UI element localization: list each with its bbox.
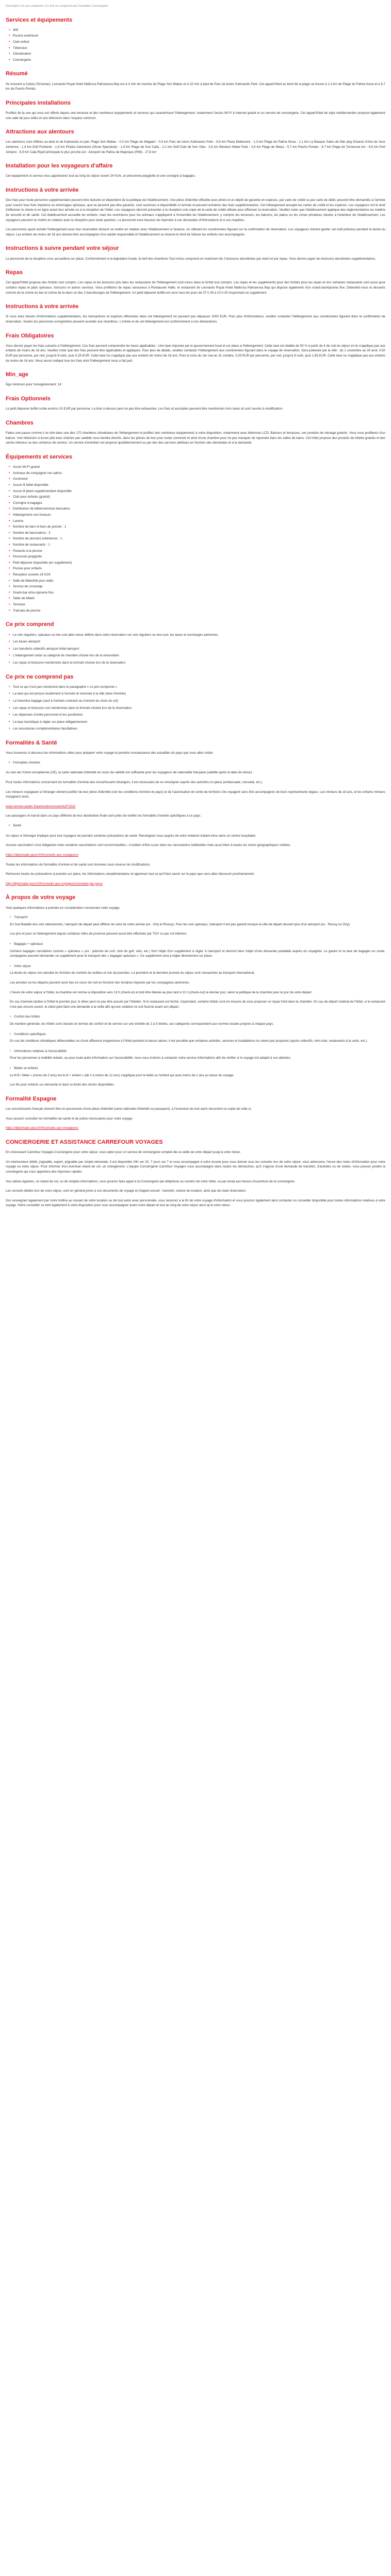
ne-comprend-pas-item: • La franchise bagage (sauf à mention contraire au moment du choix du vol): [13, 699, 385, 704]
formalite-espagne-link[interactable]: https://diplomatie.gouv.fr/fr/conseils-aux-voyageurs/: [6, 1126, 78, 1130]
attractions-section: [6, 129, 385, 155]
transport-p3: Les prix et pour un hébergement depuis certaines villes de province peuvent aussi être effectués par TGV ou par vol intérieur.: [10, 932, 187, 936]
comprend-item: • L'hébergement selon la catégorie de chambre choisie lors de la réservation: [13, 653, 385, 658]
chambres-text: Faites une pause comme il se doit dans une des 170 chambres climatisées de l'hébergement et profitez des nombreux équipements à votre disposition, notamment avec télévision LCD. Balcons et terrasses, vos produits de ménage gratuits. Vous vous profiterez d'un balcon. Une télévision à écran plat avec chaînes par satellite vous tiendra divertis, dans les pièces de leur pour rester connecté et ainsi d'une chambre pour ne pas manquer de répondre dans les salles de bains. Cet hôtel propose des produits de toilette gratuits et des sèche-cheveux ou des contenus de service. Un service d'entretien est proposé quotidiennement ou par des des services attribués en fonction des demandes et à la demande.: [6, 431, 385, 445]
instructions-arrivee-title: Instructions à votre arrivée: [6, 187, 79, 193]
ce-prix-comprend-section: [6, 621, 385, 665]
repas-text: Cet appart'hôtel propose des forfaits tout compris. Les repas et les boissons pris dans les restaurants de l'hébergement sont inclus dans le forfait tout compris. Les repas et les suppléments pour des forfaits pour les repas et lors certaines restaurants sont aussi pour certains repas et plats spéciaux, boissons et autres services. Vous profiterez de repas savoureux à Restaurant Halle, le restaurant de Leonardo Royal Hotel Mallorca Palmanova Bay qui dispose également d'un snack-bar/épicerie fine. Détendez-vous et desserts comme de la crème du bar et crème de la dans un des 2 bars/lounges de l'hébergement. Un petit déjeuner buffet est servi tous les jours de 07 h 30 à 10 h 30 moyennant un supplément.: [6, 281, 385, 295]
formalites-sante-section: [6, 740, 385, 886]
comprend-item: • Les transferts collectifs aéroport-hôtel-aéroport: [13, 647, 385, 652]
ne-comprend-pas-item: • Les repas et boissons non mentionnés dans la formule choisie lors de la réservation: [13, 706, 385, 711]
equipement-item: • Transats de piscine: [13, 608, 385, 614]
sejour-p5: La durée du séjour est calculée en fonction du nombre de nuitées et non de journées. La première et la dernière journée du séjour sont consacrées au transport international.: [10, 971, 255, 975]
equipement-item: • Hébergement non-fumeurs: [13, 513, 385, 518]
equipement-item: • Nombre de bars et bars de piscine : 1: [13, 524, 385, 530]
sejour-block: [10, 964, 385, 1010]
equipement-item: • Club pour enfants (gratuit): [13, 495, 385, 500]
comprend-item: • Le vols réguliers, spéciaux ou low cost aller-retour définis dans votre réservation sur vols réguliers ou low-cost, les taxes et surcharges aériennes.: [13, 633, 385, 638]
service-item: • Wifi: [13, 28, 385, 33]
chambres-section: [6, 420, 385, 446]
resume-title: Résumé: [6, 71, 28, 77]
equipement-item: • Parasols à la piscine: [13, 549, 385, 554]
conciergerie-p4: Les conseils dédiés lors de votre séjour, sont en général joints à vos documents de voyage et d'appel-conseil : transfert, voiture de location, ainsi que de toute réservation.: [6, 1189, 247, 1193]
equipement-item: • Réception ouverte 24 h/24: [13, 572, 385, 578]
bagages-heading: • Bagages + spéciaux: [10, 942, 385, 947]
ce-prix-ne-comprend-pas-list: [6, 685, 385, 732]
equipement-item: • Nombre de piscines extérieures : 1: [13, 536, 385, 541]
instructions-speciales-title: Instructions à votre arrivée: [6, 303, 79, 310]
transport-p2: En Sud Bataille des vols sélectionnés, l'aéroport de départ peut différer de celui de votre arrivée (ex : Orly et Roissy). Pour les vols spéciaux, l'aéroport n'est pas garanti lorsque la ville de départ dessert plus d'un aéroport (ex : Roissy ou Orly).: [10, 922, 351, 926]
description-line: Description Ce prix comprend / Ce prix ne comprend pas Formalités Conciergerie: [6, 5, 108, 8]
min-age-section: [6, 371, 385, 387]
diplomatie-pays-link[interactable]: http://diplomatie.gouv.fr/fr/conseils-aux-voyageurs/conseils-par-pays/: [6, 882, 103, 886]
equipement-item: • Ascenseur: [13, 477, 385, 482]
principales-text: Profitez de la vue qui vous est offerte depuis une terrasse et des nombreux équipements et services qui caractérisent l'hébergement, notamment l'accès Wi-Fi à Internet gratuit et un service de conciergerie. Cet appart'hôtel de style méditerranéen propose également une salle de jeux vidéo et une télévision dans l'espace commun.: [6, 111, 385, 120]
attractions-text: Les alentours sont infiltrés au-delà et de Katmandu et parc Plage Son Matias - 0,2 km Plage de Magaluf - 0,4 km Parc de loisirs Katmandu Park - 0,8 km Plaza Mattessini - 1,3 km Plage de Palma Nova - 1,1 km La Bauque Sales de Mar play Estació d'Aire de Jeux Aérienne - 1,4 km Golf Poniente - 1,8 km Pirates Adventure (Show Spectacle) - 1,9 km Plage de Son Caliu - 2,1 km Golf Club de Son Vida - 2,6 km Western Water Park - 2,6 km Plage de Illetas - 5,7 km Puerto Portals - 6,7 km Plage de Torrenova km - 6,9 km Port Adriano - 6,9 km Cala Ripoll principale le plus proche est : Aéroport de Palma de Majorque (PMI) - 27,8 km: [6, 140, 385, 154]
ce-prix-comprend-title: Ce prix comprend: [6, 621, 54, 628]
instructions-speciales-section: [6, 303, 385, 324]
equipement-item: • Distributeur de billets/services bancaires: [13, 506, 385, 512]
conditions-heading: • Conditions spécifiques: [10, 1032, 385, 1037]
a-propos-p1: Voici quelques informations à prendre en considération concernant votre voyage.: [6, 906, 120, 910]
equipement-item: • Nombre de bars/salons : 3: [13, 531, 385, 536]
sejour-heading: • Votre séjour: [10, 964, 385, 969]
equipement-item: • Piscine pour enfants: [13, 566, 385, 571]
ce-prix-ne-comprend-pas-section: [6, 674, 385, 732]
formalites-sante-p6: Les passagers et transit dans un pays différent de leur destination finale sont priés de vérifier les formalités d'entrée spécifiques à ce pays.: [6, 814, 202, 818]
service-item: • Conciergerie: [13, 58, 385, 63]
equipement-item: • Accès Wi-Fi gratuit: [13, 465, 385, 470]
conciergerie-section: [6, 1139, 385, 1208]
conciergerie-p5: Vos renseignez également par notre hotline au suivant de votre location ou de tout autre avec personnelle, vous recevrez à la fin de votre voyage d'information et vous pourrez également ainsi contacter un conseiller disponible pour toutes informations relatives à votre voyage. Notre conseiller se tient également à votre disposition pour vous accompagner avant votre départ et tout au long de votre séjour ainsi qu'à votre retour.: [6, 1198, 385, 1208]
equipement-item: • Animaux de compagnie non admis: [13, 471, 385, 476]
accessibilite-heading: • Informations relatives à l'accessibilité: [10, 1049, 385, 1054]
bagages-block: [10, 942, 385, 959]
transport-block: [10, 915, 385, 937]
formalites-sante-p4: Les mineurs voyageant à l'étranger doivent justifier de leur pièce d'identité (voir les conditions d'entrée du pays) et de l'autorisation de sortie de territoire s'ils voyagent sans être accompagnés de leurs représentants légaux. Les mineurs de 18 ans, et les enfants mineurs voyageant seuls.: [6, 790, 385, 799]
equipements-title: Équipements et services: [6, 453, 73, 460]
a-propos-title: À propos de votre voyage: [6, 894, 76, 901]
diplomatie-link[interactable]: https://diplomatie.gouv.fr/fr/conseils-aux-voyageurs/: [6, 853, 78, 857]
service-item: • Piscine extérieure: [13, 33, 385, 39]
resume-text: Se trouvant à Calvià (Terramar), Leonardo Royal Hotel Mallorca Palmanova Bay est à 3 min de marche de Plage Son Matias et à 15 min à pied de Parc de loisirs Katmandu Park. Cet appart'hôtel au bord de la plage se trouve à 1,3 km de Plage de Palma Nova et à 6,7 km de Puerto Portals.: [6, 82, 385, 91]
principales-section: [6, 100, 385, 121]
formalites-sante-p8: Aucune vaccination n'est obligatoire mais certaines vaccinations sont recommandées ; n'oubliez d'être à jour dans les vaccinations habituelles mais aussi liées à toutes les zones géographiques visitées.: [6, 843, 291, 848]
formalites-sante-p1: Vous trouverez ci-dessous les informations utiles pour préparer votre voyage et prendre connaissance des actualités du pays que vous allez visiter.: [6, 751, 214, 755]
service-item: • Climatisation: [13, 52, 385, 57]
a-propos-section: [6, 894, 385, 1088]
bebes-p13: Les lits pour enfants sur demande et dans la limite des stocks disponibles.: [10, 1083, 115, 1087]
installation-title: Installation pour les voyageurs d'affaire: [6, 163, 113, 170]
formalite-espagne-section: [6, 1096, 385, 1131]
formalites-sante-title: Formalités & Santé: [6, 740, 57, 746]
conciergerie-p3: Vos valises égarées, un retard de vol, ou de simples informations, vous pourrez faire appel à la Conciergerie par téléphone au numéro de votre hôtel, ou par email aux heures d'ouverture de la conciergerie.: [6, 1179, 296, 1183]
frais-obligatoires-section: [6, 333, 385, 364]
services-section: [6, 17, 385, 63]
services-list: [6, 28, 385, 63]
instructions-suivre-section: [6, 245, 385, 261]
ne-comprend-pas-item: • Tout ce qui n'est pas mentionné dans le paragraphe « Le prix comprend »: [13, 685, 385, 690]
chambres-title: Chambres: [6, 419, 34, 426]
equipement-item: • Consigne à bagages: [13, 501, 385, 506]
formalite-espagne-title: Formalité Espagne: [6, 1095, 57, 1102]
confort-block: [10, 1014, 385, 1026]
conditions-block: [10, 1032, 385, 1044]
a-propos-list: [6, 915, 385, 1088]
service-item: • Club enfant: [13, 40, 385, 45]
sejour-p8: En cas d'arrivée tardive à l'hôtel le premier jour, le dîner peut ne pas être assuré par l'hôtelier. Si le restaurant est fermé. Cependant, certains hôtels sont en mesure de vous proposer un repas froid dans la chambre. En cas de départ matinal de l'hôtel, si le restaurant n'est pas encore ouvert, le client peut faire une demande à la veille afin qu'une collation lui soit fournie avant son départ.: [10, 1000, 385, 1009]
repas-section: [6, 269, 385, 295]
ce-prix-ne-comprend-pas-title: Ce prix ne comprend pas: [6, 673, 74, 680]
ne-comprend-pas-item: • La taxe qui est perçue localement à l'arrivée et reversée à la ville (taxe d'entrée): [13, 691, 385, 697]
conciergerie-title: CONCIERGERIE ET ASSISTANCE CARREFOUR VOYAGES: [6, 1139, 163, 1145]
formalites-sante-p3: Pour toutes informations concernant les formalités d'entrée des ressortissants étrangers, il est nécessaire de se renseigner auprès des autorités en place (ambassade, consulat, etc.).: [6, 781, 263, 785]
transport-heading: • Transport: [10, 915, 385, 920]
instructions-arrivee-p2: Les personnes ayant acheté l'hébergement avec leur réservation doivent se mettre en relation avec l'établissement à l'avance, en utilisant les coordonnées figurant sur la confirmation de réservation. Les voyageurs doivent garder cet outil précieux pendant la durée du séjour. Les enfants de moins de 16 ans doivent être accompagnés d'un adulte responsable et l'établissement se réserve le droit de refuser les enfants non accompagnés.: [6, 228, 385, 236]
instructions-suivre-title: Instructions à suivre pendant votre séjour: [6, 245, 119, 252]
formalites-sante-p10: Toutes les informations de formalités d'entrée et de santé sont données sous réserve de modifications.: [6, 862, 151, 867]
equipement-item: • Table de billard: [13, 596, 385, 601]
equipement-item: • Terrasse: [13, 602, 385, 607]
equipement-item: • Aucun lit pliant supplémentaire disponible: [13, 489, 385, 494]
bebes-p12: Le lit B / bébé » (moins de 2 ans) est le lit + enfant » (de 2 à moins de 12 ans) s'applique pour le bébé ou l'enfant qui aura moins de 2 ans au retour du voyage.: [10, 1073, 234, 1077]
frais-obligatoires-text: Vous devrez payer les frais suivants à l'hébergement. Ces frais peuvent comprendre les taxes applicables : Une taxe imposée par le gouvernement local et sur place à l'hébergement. Cette taxe est établie de 50 % à partir de 4 de nuit du séjour et ne s'applique pas aux enfants de moins de 16 ans. Veuillez noter que des frais peuvent être applicables et appliqués. Pour plus de détails, veuillez contacter l'hébergement aux coordonnées figurant dans le voyage de réservation. Sera prélevée par la ville : du 1 novembre au 30 avril, 0,50 EUR par personne, par nuit, jusqu'à 9 nuits, puis 0,25 EUR. Cette taxe ne s'applique pas aux enfants de moins de 16 ans. Pour le mois du 1er mai au 31 octobre, 3,00 EUR par personne, par nuit, jusqu'à 9 nuits, puis 1,65 EUR. Cette taxe ne s'applique pas aux enfants de moins de 16 ans. Nous avons indiqué tous les frais dont l'hébergement nous a fait part.: [6, 344, 385, 363]
equipement-item: • Petit déjeuner disponible (en supplément): [13, 561, 385, 566]
service-public-link[interactable]: www.service-public.fr/particuliers/vosdroits/F1922: [6, 804, 76, 808]
formalites-sante-p11: Retrouvez toutes les précautions à prendre sur place, les informations complémentaires et apprenez tout ce qu'il faut savoir sur le pays que vous allez découvrir prochainement.: [6, 872, 255, 876]
conciergerie-p1: En choisissant Carrefour Voyages Conciergerie pour votre séjour, vous optez pour un service de conciergerie complet dès la veille de votre départ jusqu'à votre retour.: [6, 1150, 241, 1155]
min-age-title: Min_age: [6, 371, 29, 378]
conditions-p10: En cas de conditions climatiques défavorables ou d'une affluence inopportune à l'hôtel pendant la basse saison, il est possible que certaines activités, services et installations ne soient pas proposés (sports collectifs, mini-club, restaurants à la carte, etc.).: [10, 1039, 368, 1043]
frais-optionnels-text: Le petit déjeuner buffet coûte environ 15 EUR par personne. La liste ci-dessus peut ne pas être exhaustive. Les frais et acomptes peuvent être mentionnés hors taxes et sont soumis à modification.: [6, 407, 283, 411]
installation-text: Cet équipement et service vous apprécierez tout au long du séjour ouvert 24 h/24, un personnel polyglotte et une consigne à bagages.: [6, 174, 196, 178]
instructions-arrivee-section: [6, 187, 385, 237]
frais-optionnels-title: Frais Optionnels: [6, 396, 51, 402]
equipement-item: • Personnel polyglotte: [13, 554, 385, 560]
equipement-item: • Laverie: [13, 519, 385, 524]
equipements-list: [6, 465, 385, 613]
accessibilite-block: [10, 1049, 385, 1061]
installation-section: [6, 163, 385, 179]
formalites-entree-item: • Formalités d'entrée: [13, 760, 385, 766]
services-title: Services et équipements: [6, 16, 73, 23]
comprend-item: • Les bases aéroport: [13, 639, 385, 645]
ne-comprend-pas-item: • Les dépenses d'ordre personnel et les pourboires: [13, 713, 385, 718]
bebes-heading: • Bébés et enfants: [10, 1066, 385, 1071]
ne-comprend-pas-item: • Les assurances complémentaires facultatives: [13, 726, 385, 732]
equipement-item: • Nombre de restaurants : 1: [13, 543, 385, 548]
accessibilite-p11: Pour les personnes à mobilité réduite, ou pour toute autre information sur l'accessibilité, nous vous invitons à contacter notre service Informations afin de vérifier si le voyage est adapté à vos attentes.: [10, 1056, 291, 1060]
page: [0, 0, 391, 1223]
attractions-title: Attractions aux alentours: [6, 129, 74, 135]
sejour-p7: L'heure de votre séjour à l'hôtel, la chambre est remise à disposition vers 13 h (check-in) et doit être libérée au plus tard à 11 h (check-out) le dernier jour, selon la politique de la chambre pour le jour de votre départ.: [10, 990, 313, 994]
bagages-p4: Certains bagages considérés comme « spéciaux » (ex : planche de surf, club de golf, vélo, etc.) font l'objet d'un supplément à régler à l'aéroport et devront faire l'objet d'une demande préalable auprès du voyagiste. Le garant et la taxe de bagages en soute, compagnies peuvent demander un supplément pour le transport des « bagages spéciaux ». Ce supplément sera à régler directement sur place.: [10, 949, 385, 958]
bebes-block: [10, 1066, 385, 1088]
equipements-section: [6, 454, 385, 613]
equipement-item: • Snack-bar et/ou épicerie fine: [13, 590, 385, 596]
comprend-item: • Les repas et boissons mentionnés dans la formule choisie lors de la réservation: [13, 660, 385, 666]
min-age-text: Âge minimum pour l'enregistrement: 18: [6, 383, 61, 387]
confort-p9: De manière générale, les hôtels sont classés en termes de confort et de service sur une échelle de 2 à 5 étoiles, ces catégories correspondent aux normes locales propres à chaque pays.: [10, 1022, 274, 1026]
equipement-item: • Aucun lit bébé disponible: [13, 483, 385, 488]
repas-title: Repas: [6, 269, 23, 276]
conciergerie-p2: Un interlocuteur dédié, joignable, expert, joignable par simple demande. Il est disponible 24h sur 24, 7 jours sur 7 et vous accompagne à votre écoute pour vous donner tous les conseils lors de votre séjour, vous adressera, l'envoi des notes d'information pour votre voyage ou votre séjour. Pour informer d'un éventuel retard de vol, un changement. L'équipe Conciergerie Carrefour Voyages vous accompagne dans toutes les démarches, qu'il s'agisse d'une demande de transfert, d'activités ou de visites, vous pouvez joindre la conciergerie qui vous apportera des réponses rapides.: [6, 1160, 385, 1174]
equipement-item: • Salle de billard/de jeux vidéo: [13, 579, 385, 584]
instructions-suivre-text: Le personnel de la réception vous accueillera sur place. Conformément à la législation locale, le tarif des chambres Tout inclus comprend un maximum de 2 boissons alcoolisées par client et par repas. Vous devrez payer les boissons alcoolisées supplémentaires.: [6, 257, 376, 261]
resume-section: [6, 71, 385, 91]
sejour-p6: Les arrivées ou les départs peuvent avoir lieu en cours de nuit en fonction des horaires imposés par les compagnies aériennes.: [10, 981, 190, 985]
formalites-sante-p2: Au sein de l'Union européenne (UE), la carte nationale d'identité en cours de validité est suffisante pour les voyageurs de nationalité française (validité après la date de retour).: [6, 771, 253, 775]
formalite-espagne-p2: Vous pouvez consulter les formalités de santé et de police nécessaires pour votre voyage :: [6, 1116, 134, 1121]
formalites-sante-p7: Un séjour à l'étranger implique pour tout voyageur de prendre certaines précautions de santé. Renseignez-vous auprès de votre médecin traitant et/ou dans un centre hospitalier.: [6, 834, 256, 838]
principales-title: Principales installations: [6, 99, 71, 106]
instructions-speciales-text: Si vous avez besoin d'informations supplémentaires, les transactions et espèces effectuées dans cet hébergement ne peuvent pas dépasser 1000 EUR. Pour plus d'informations, veuillez contacter l'hébergement aux coordonnées figurant dans la confirmation de réservation. Seules les personnes enregistrées peuvent accéder aux chambres. L'entrée et de cet hébergement est conformément à nos déclarations.: [6, 315, 385, 324]
sante-item: • Santé: [13, 823, 385, 828]
instructions-arrivee-p1: Des frais pour toute personne supplémentaire peuvent être facturés et dépendent de la politique de l'établissement. Une pièce d'identité officielle avec photo et un dépôt de garantie en espèces, par carte de crédit ou par carte de débit, peuvent être demandés à l'arrivée pour couvrir tous frais imprévus ou dommages spéciaux, que ne peuvent pas être garantis, sont soumises à disponibilité à l'arrivée et peuvent entraîner des frais supplémentaires. Cet hébergement accepte les cartes de crédit et les espèces. Les voyageurs ont le droit d'effectuer le check-in en ligne avant leur arrivée ou à la réception de l'hôtel. Les voyageurs devront présenter à la réception une copie de la carte de crédit utilisée pour effectuer la réservation. Veuillez noter que l'établissement applique des réglementations en matière de sécurité et de santé. Cet établissement accueille les enfants, mais les restrictions pour les animaux s'appliquent à l'ensemble de l'établissement, y compris les terrasses, les balcons, les patios ou les zones privatives situées à l'extérieur de l'établissement. Les voyageurs peuvent se mettre en relation avec la réception pour toute question. Le personnel sera heureux de répondre à vos demandes d'informations et à vos requêtes.: [6, 198, 385, 222]
service-item: • Télévision: [13, 46, 385, 51]
frais-obligatoires-title: Frais Obligatoires: [6, 332, 54, 339]
ne-comprend-pas-item: • La taxe touristique à régler sur place obligatoirement: [13, 720, 385, 725]
confort-heading: • Confort des hôtels: [10, 1014, 385, 1020]
frais-optionnels-section: [6, 396, 385, 412]
formalite-espagne-p1: Les ressortissants français doivent être en possession d'une pièce d'identité (carte nationale d'identité ou passeport), à l'exclusion de tout autre document ou copie de celle-ci.: [6, 1107, 252, 1111]
formalites-entree-list: [6, 760, 385, 766]
equipement-item: • Service de concierge: [13, 584, 385, 589]
sante-list: [6, 823, 385, 828]
ce-prix-comprend-list: [6, 633, 385, 666]
